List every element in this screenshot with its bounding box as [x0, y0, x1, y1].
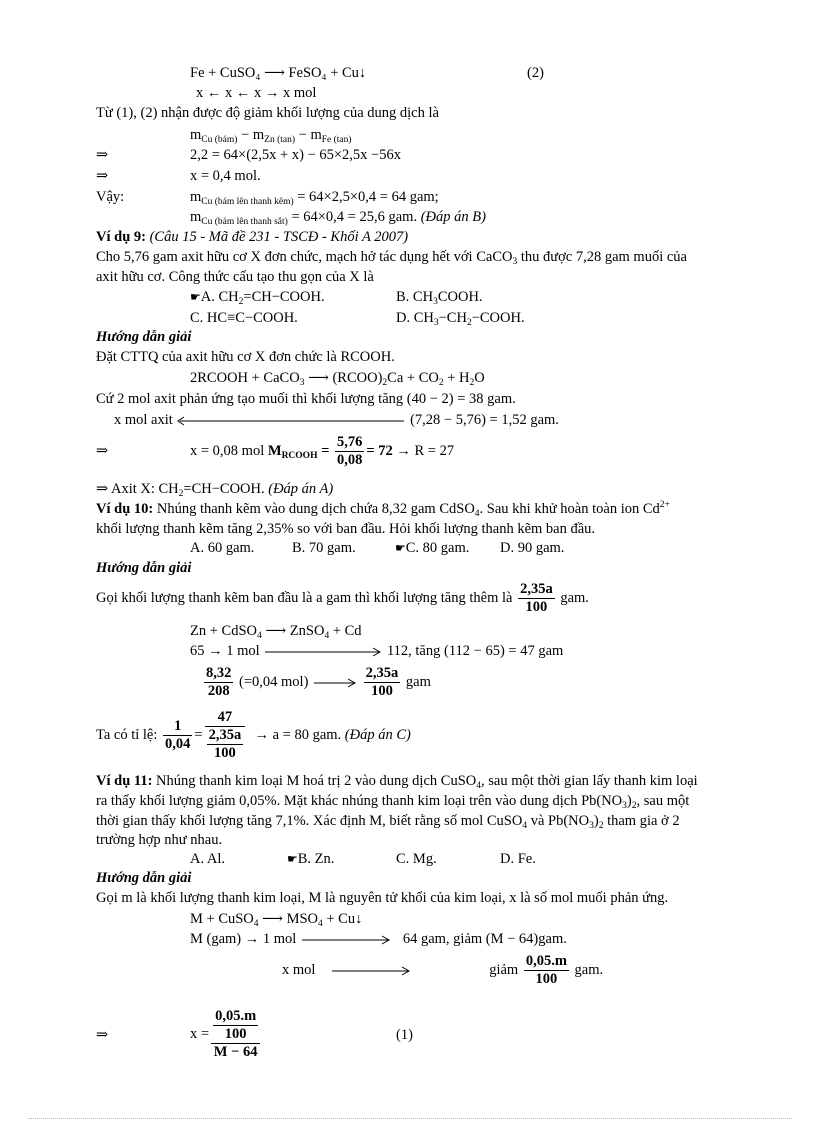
- option-b: ☛B. Zn.: [287, 851, 335, 867]
- page-bottom-divider: [28, 1118, 792, 1119]
- text-line: Từ (1), (2) nhận được độ giảm khối lượng của dung dịch là: [96, 105, 439, 121]
- result: $m_{Cu (bám lên thanh kẽm)} = 64\times 2,5\times 0,4 = 64$ gam;: [190, 189, 439, 207]
- x-formula: x = $\frac{\frac{0,05.m}{100}}{M - 64}$: [190, 996, 262, 1072]
- text-line: Gọi m là khối lượng thanh kim loại, M là nguyên tử khối của kim loại, x là số mol muối phản ứng.: [96, 890, 669, 906]
- option-c: C. Mg.: [396, 851, 437, 867]
- question-text: thời gian thấy khối lượng tăng 7,1%. Xác định M, biết rằng số mol CuSO$_4$ và $Pb(NO_3)_2$ tham gia ở 2: [96, 813, 680, 831]
- reaction: 2RCOOH + CaCO$_3$ ⟶ $(RCOO)_2Ca + CO_2 + H_2O$: [190, 370, 485, 388]
- solution-heading: Hướng dẫn giải: [96, 329, 192, 345]
- mole-ratio: $\frac{8,32}{208}$ (=0,04 mol) $\frac{2,35a}{100}$ gam: [206, 665, 431, 700]
- text-line: Đặt CTTQ của axit hữu cơ X đơn chức là RCOOH.: [96, 349, 395, 365]
- mole-ratio: 65 → 1 mol 112, tăng (112 − 65) = 47 gam: [190, 643, 564, 659]
- reaction: Zn + CdSO$_4$ ⟶ ZnSO$_4$ + Cd: [190, 623, 362, 641]
- mole-ratio: x ← x ← x → x mol: [196, 85, 317, 101]
- question-text: Cho 5,76 gam axit hữu cơ X đơn chức, mạch hở tác dụng hết với CaCO$_3$ thu được 7,28 gam muối của: [96, 249, 687, 267]
- option-d: D. 90 gam.: [500, 540, 565, 556]
- implies-symbol: ⇒: [96, 168, 109, 184]
- check-hand-icon: ☛: [190, 290, 201, 304]
- mole-ratio: M (gam) → 1 mol 64 gam, giảm (M − 64)gam.: [190, 931, 567, 947]
- equation-number: (1): [396, 1027, 413, 1043]
- implies-symbol: ⇒: [96, 443, 109, 459]
- text-line: x mol axit (7,28 − 5,76) = 1,52 gam.: [114, 412, 559, 428]
- right-arrow-icon: [330, 966, 412, 976]
- option-a: A. 60 gam.: [190, 540, 255, 556]
- check-hand-icon: ☛: [287, 852, 298, 866]
- result: $m_{Cu (bám lên thanh sắt)} = 64\times 0,4 = 25,6$ gam. (Đáp án B): [190, 209, 486, 227]
- mass-expression: $m_{Cu (bám)} - m_{Zn (tan)} - m_{Fe (tan)}$: [190, 127, 352, 145]
- equation: 2,2 = 64×(2,5x + x) − 65×2,5x −56x: [190, 147, 401, 163]
- question-text: axit hữu cơ. Công thức cấu tạo thu gọn của X là: [96, 269, 374, 285]
- result: x = 0,4 mol.: [190, 168, 261, 184]
- option-c: ☛C. 80 gam.: [395, 540, 470, 556]
- text-line: Cứ 2 mol axit phản ứng tạo muối thì khối lượng tăng (40 − 2) = 38 gam.: [96, 391, 516, 407]
- right-arrow-icon: [312, 678, 358, 688]
- option-a: ☛A. $CH_2=CH-COOH$.: [190, 289, 325, 307]
- text-line: Gọi khối lượng thanh kẽm ban đầu là a gam thì khối lượng tăng thêm là $\frac{2,35a}{100}$ gam.: [96, 581, 589, 616]
- reaction-fe-cuso4: Fe + CuSO₄ ⟶ FeSO₄ + Cu↓: [190, 65, 367, 81]
- label: Vậy:: [96, 189, 125, 205]
- implies-symbol: ⇒: [96, 1027, 109, 1043]
- option-c: C. HC≡C−COOH.: [190, 310, 298, 326]
- reaction: M + CuSO$_4$ ⟶ $MSO_4$ + Cu↓: [190, 911, 363, 929]
- example-9-heading: Ví dụ 9: (Câu 15 - Mã đề 231 - TSCĐ - Khối A 2007): [96, 229, 409, 245]
- implies-symbol: ⇒: [96, 147, 109, 163]
- option-d: D. Fe.: [500, 851, 536, 867]
- question-text: ra thấy khối lượng giảm 0,05%. Mặt khác nhúng thanh kim loại trên vào dung dịch $Pb(NO_3)_2$, sau một: [96, 793, 690, 811]
- option-d: D. $CH_3-CH_2-COOH$.: [396, 310, 525, 328]
- question-text: khối lượng thanh kẽm tăng 2,35% so với ban đầu. Hỏi khối lượng thanh kẽm ban đầu.: [96, 521, 596, 537]
- option-b: B. $CH_3COOH$.: [396, 289, 483, 307]
- solution-heading: Hướng dẫn giải: [96, 560, 192, 576]
- ratio-line: Ta có tỉ lệ: $\frac{1}{0,04}$ = $\frac{47}{\frac{2,35a}{100}}$ → a = 80 gam. (Đáp án C): [96, 709, 411, 762]
- result-line: x = 0,08 mol $M_{RCOOH}$ = $\frac{5,76}{0,08}$ = 72 → R = 27: [190, 434, 455, 469]
- left-arrow-icon: [176, 416, 406, 426]
- example-10-heading: Ví dụ 10: Nhúng thanh kẽm vào dung dịch chứa 8,32 gam CdSO$_4$. Sau khi khử hoàn toàn ion $Cd^{2+}$: [96, 500, 670, 519]
- answer: ⇒ Axit X: $CH_2=CH-COOH$. (Đáp án A): [96, 481, 334, 499]
- example-11-heading: Ví dụ 11: Nhúng thanh kim loại M hoá trị 2 vào dung dịch CuSO$_4$, sau một thời gian lấy thanh kim loại: [96, 773, 698, 791]
- solution-heading: Hướng dẫn giải: [96, 870, 192, 886]
- mole-ratio: x mol giảm $\frac{0,05.m}{100}$ gam.: [282, 953, 604, 988]
- option-b: B. 70 gam.: [292, 540, 356, 556]
- check-hand-icon: ☛: [395, 541, 406, 555]
- option-a: A. Al.: [190, 851, 226, 867]
- right-arrow-icon: [300, 935, 392, 945]
- equation-number: (2): [527, 65, 544, 81]
- right-arrow-icon: [263, 647, 383, 657]
- question-text: trường hợp như nhau.: [96, 832, 223, 848]
